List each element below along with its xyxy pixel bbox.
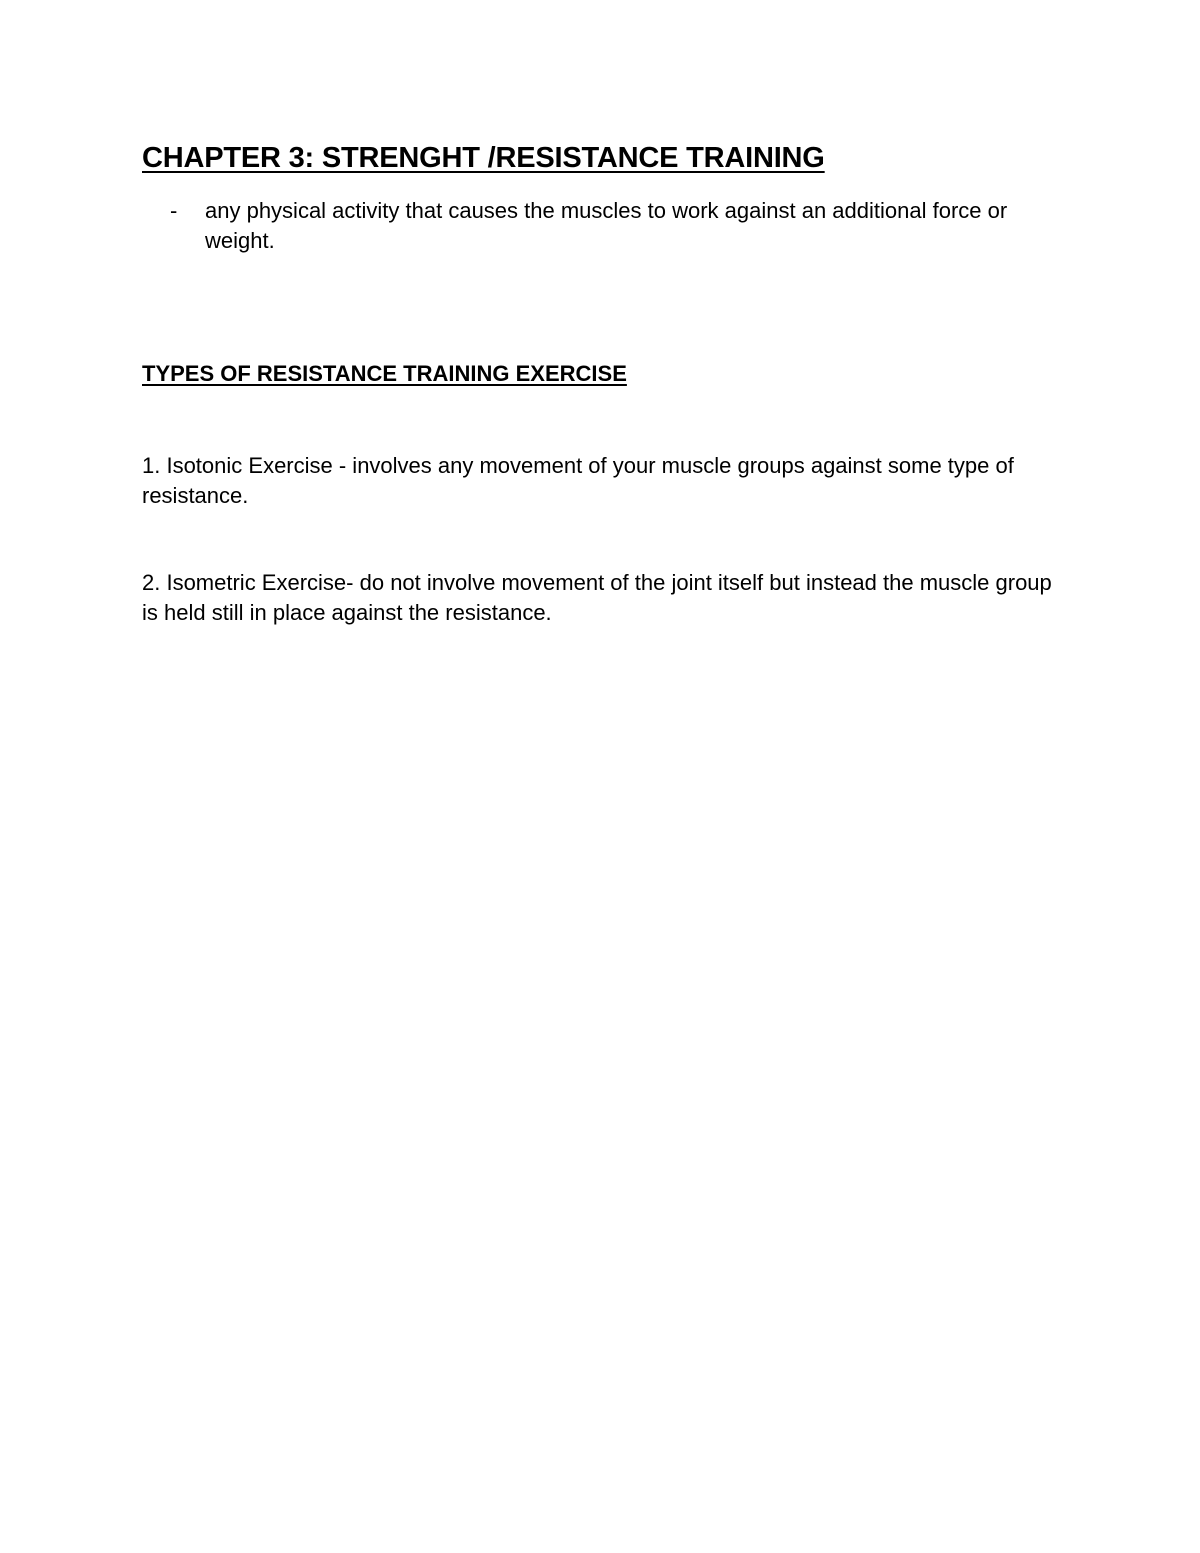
definition-bullet (170, 196, 1050, 256)
chapter-title: CHAPTER 3: STRENGHT /RESISTANCE TRAINING (142, 142, 825, 174)
list-item-isotonic: 1. Isotonic Exercise - involves any movement of your muscle groups against some type of resistance. (142, 453, 1014, 508)
list-item-isometric: 2. Isometric Exercise- do not involve movement of the joint itself but instead the muscle group is held still in place against the resistance. (142, 570, 1052, 625)
definition-text: any physical activity that causes the muscles to work against an additional force or weight. (205, 198, 1008, 253)
section-heading: TYPES OF RESISTANCE TRAINING EXERCISE (142, 361, 627, 386)
bullet-dash: - (170, 198, 178, 223)
